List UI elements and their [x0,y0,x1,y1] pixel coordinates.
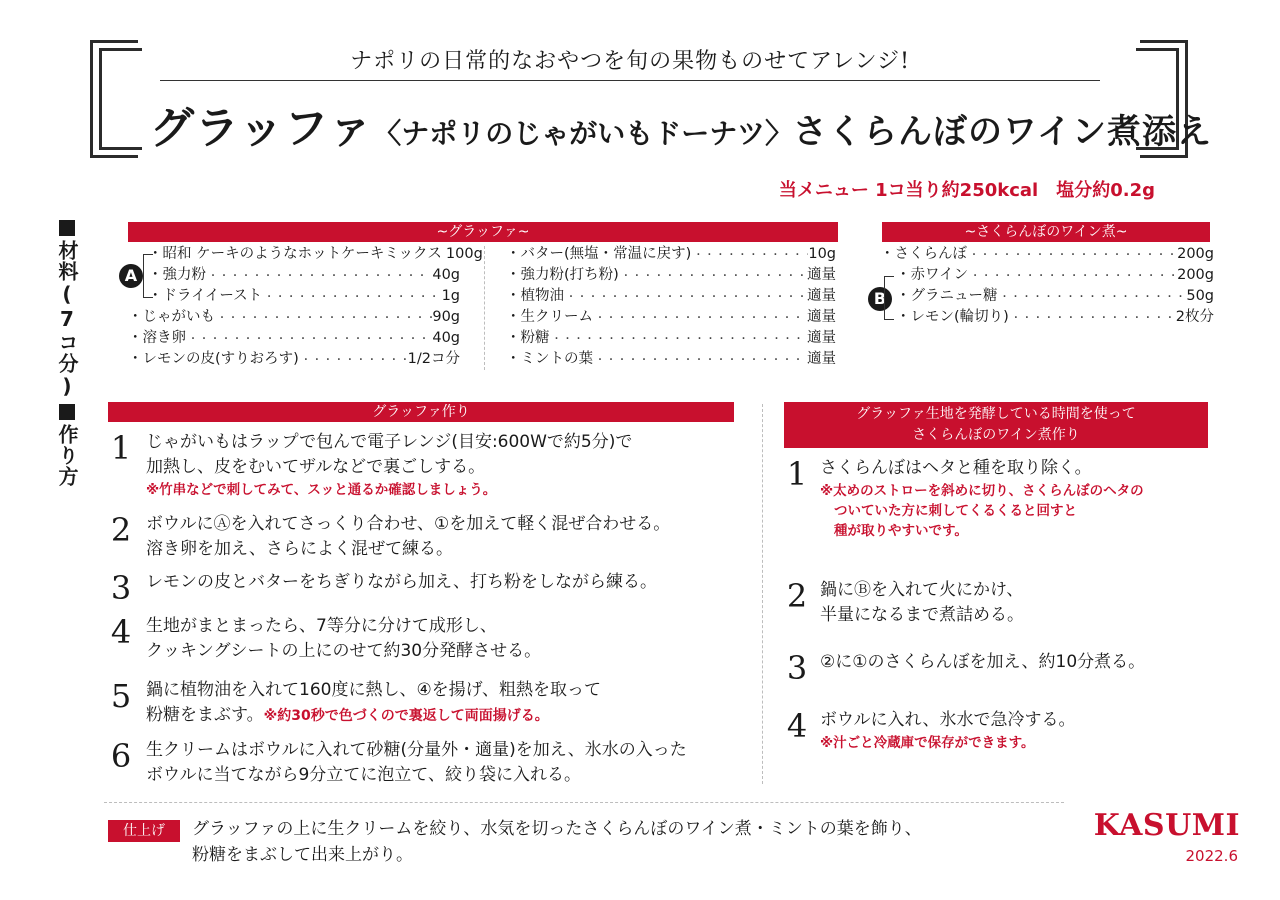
calories-text: 当メニュー 1コ当り約250kcal [778,180,1039,201]
step-item [782,578,1222,650]
recipe-title [150,92,1212,156]
ingredient-item [148,265,460,286]
step-text-part: 粉糖をまぶす。 [146,705,264,725]
title-main: グラッファ [150,103,374,154]
group-a-badge: A [119,264,143,288]
title-end: さくらんぼのワイン煮添え [792,112,1212,152]
recipe-subtitle: ナポリの日常的なおやつを旬の果物ものせてアレンジ! [350,49,910,74]
step-item [106,512,746,570]
finish-line: グラッファの上に生クリームを絞り、水気を切ったさくらんぼのワイン煮・ミントの葉を飾り、 [192,819,922,839]
ingredient-item [128,328,460,349]
step-text: ボウルにⒶを入れてさっくり合わせ、①を加えて軽く混ぜ合わせる。 [146,514,671,534]
ingredient-name: ・ドライイースト [148,288,263,304]
ingredient-qty: 40g [432,330,460,346]
ingredient-item [506,265,836,286]
left-bracket-decoration [90,40,138,158]
ingredient-qty: 40g [432,267,460,283]
ingredient-item [506,349,836,370]
ingredient-name: ・溶き卵 [128,330,186,346]
step-item [106,678,746,738]
cherry-ingredients-first [880,244,1214,265]
ingredient-item [506,328,836,349]
section-square-icon [59,220,75,236]
step-text: 生地がまとまったら、7等分に分けて成形し、 [146,616,497,636]
ingredient-qty: 適量 [807,288,836,304]
step-text: ボウルに入れ、氷水で急冷する。 [820,710,1076,730]
group-b-bracket [884,276,894,320]
ingredient-item [506,286,836,307]
ingredient-qty: 適量 [807,330,836,346]
step-number: 4 [110,613,132,651]
step-text: ボウルに当てながら9分立てに泡立て、絞り袋に入れる。 [146,765,581,785]
title-sub: 〈ナポリのじゃがいもドーナツ〉 [373,117,793,150]
step-item [106,570,746,614]
cherry-steps [782,456,1222,758]
ingredient-qty: 100g [445,246,483,262]
cherry-steps-header-line: グラッファ生地を発酵している時間を使って [856,406,1136,422]
nutrition-info [779,176,1155,202]
step-number: 1 [110,429,132,467]
ingredient-qty: 1g [441,288,460,304]
ingredient-item [896,265,1214,286]
step-item [106,738,746,794]
cherry-ingredients-group-b [896,265,1214,328]
step-note: ※汁ごと冷蔵庫で保存ができます。 [820,735,1035,751]
cherry-steps-header [784,402,1208,448]
step-number: 5 [110,677,132,715]
ingredient-qty: 10g [808,246,836,262]
finish-tag: 仕上げ [108,820,180,842]
ingredient-column-divider [484,246,485,370]
step-text: 半量になるまで煮詰める。 [820,605,1024,625]
step-number: 3 [786,649,808,687]
step-inline-note: ※約30秒で色づくので裏返して両面揚げる。 [263,708,549,724]
ingredient-item [128,307,460,328]
ingredient-name: ・グラニュー糖 [896,288,998,304]
ingredient-name: ・じゃがいも [128,309,215,325]
step-text: 生クリームはボウルに入れて砂糖(分量外・適量)を加え、氷水の入った [146,740,687,760]
ingredient-qty: 適量 [807,351,836,367]
ingredient-qty: 50g [1186,288,1214,304]
step-text: 加熱し、皮をむいてザルなどで裏ごしする。 [146,457,486,477]
graffa-ingredients-col2 [506,244,836,370]
ingredient-name: ・レモンの皮(すりおろす) [128,351,299,367]
step-text: 鍋にⒷを入れて火にかけ、 [820,580,1024,600]
ingredient-item [896,286,1214,307]
ingredient-item [128,349,460,370]
ingredient-name: ・強力粉 [148,267,206,283]
salt-text: 塩分約0.2g [1056,180,1155,201]
step-number: 6 [110,737,132,775]
step-item [782,456,1222,578]
ingredient-qty: 90g [432,309,460,325]
footer-divider [104,802,1064,803]
ingredient-qty: 200g [1177,267,1214,283]
step-number: 2 [786,577,808,615]
section-square-icon [59,404,75,420]
ingredient-item [506,307,836,328]
ingredient-qty: 200g [1177,246,1214,262]
ingredient-item [148,286,460,307]
graffa-steps-header: グラッファ作り [108,402,734,422]
ingredient-name: ・さくらんぼ [880,246,967,262]
ingredient-name: ・植物油 [506,288,564,304]
step-note: 種が取りやすいです。 [834,523,968,539]
step-note: ※太めのストローを斜めに切り、さくらんぼのヘタの [820,483,1144,499]
ingredient-name: ・昭和 ケーキのようなホットケーキミックス [148,246,442,262]
graffa-ingredients-col1 [148,244,483,307]
step-item [106,614,746,678]
group-b-badge: B [868,287,892,311]
step-text: クッキングシートの上にのせて約30分発酵させる。 [146,641,542,661]
graffa-ingredients-col1-rest [128,307,460,370]
ingredient-item [148,244,483,265]
step-note: ※竹串などで刺してみて、スッと通るか確認しましょう。 [146,482,497,498]
step-text [146,703,746,729]
step-item [106,430,746,512]
step-number: 4 [786,707,808,745]
ingredient-qty: 2枚分 [1175,309,1214,325]
ingredient-item [506,244,836,265]
finish-line: 粉糖をまぶして出来上がり。 [192,845,413,865]
finish-text [192,816,922,868]
graffa-steps [106,430,746,794]
step-number: 1 [786,455,808,493]
ingredient-name: ・ミントの葉 [506,351,593,367]
ingredient-qty: 適量 [807,309,836,325]
ingredient-qty: 適量 [807,267,836,283]
kasumi-logo: KASUMI [1093,808,1240,843]
ingredients-label-text: 材料(7コ分) [55,240,79,399]
step-number: 2 [110,511,132,549]
cherry-steps-header-line: さくらんぼのワイン煮作り [912,427,1080,443]
ingredient-qty: 1/2コ分 [407,351,460,367]
ingredients-section-label [54,220,80,399]
method-column-divider [762,404,763,784]
step-text: レモンの皮とバターをちぎりながら加え、打ち粉をしながら練る。 [146,572,658,592]
ingredient-name: ・生クリーム [506,309,593,325]
step-text: 鍋に植物油を入れて160度に熱し、④を揚げ、粗熱を取って [146,680,602,700]
step-item [782,650,1222,708]
step-text: ②に①のさくらんぼを加え、約10分煮る。 [820,652,1146,672]
ingredient-name: ・バター(無塩・常温に戻す) [506,246,692,262]
ingredient-name: ・赤ワイン [896,267,969,283]
step-note: ついていた方に刺してくるくると回すと [834,503,1077,519]
ingredient-name: ・レモン(輪切り) [896,309,1009,325]
cherry-ingredients-header: ~さくらんぼのワイン煮~ [882,222,1210,242]
title-divider [160,80,1100,81]
step-text: 溶き卵を加え、さらによく混ぜて練る。 [146,539,454,559]
step-number: 3 [110,569,132,607]
ingredient-item [880,244,1214,265]
issue-date: 2022.6 [1185,847,1238,865]
graffa-ingredients-header: ~グラッファ~ [128,222,838,242]
ingredient-name: ・強力粉(打ち粉) [506,267,619,283]
step-item [782,708,1222,758]
ingredient-name: ・粉糖 [506,330,550,346]
method-section-label [54,404,80,487]
step-text: さくらんぼはヘタと種を取り除く。 [820,458,1092,478]
ingredient-item [896,307,1214,328]
step-text: じゃがいもはラップで包んで電子レンジ(目安:600Wで約5分)で [146,432,633,452]
method-label-text: 作り方 [55,424,79,487]
